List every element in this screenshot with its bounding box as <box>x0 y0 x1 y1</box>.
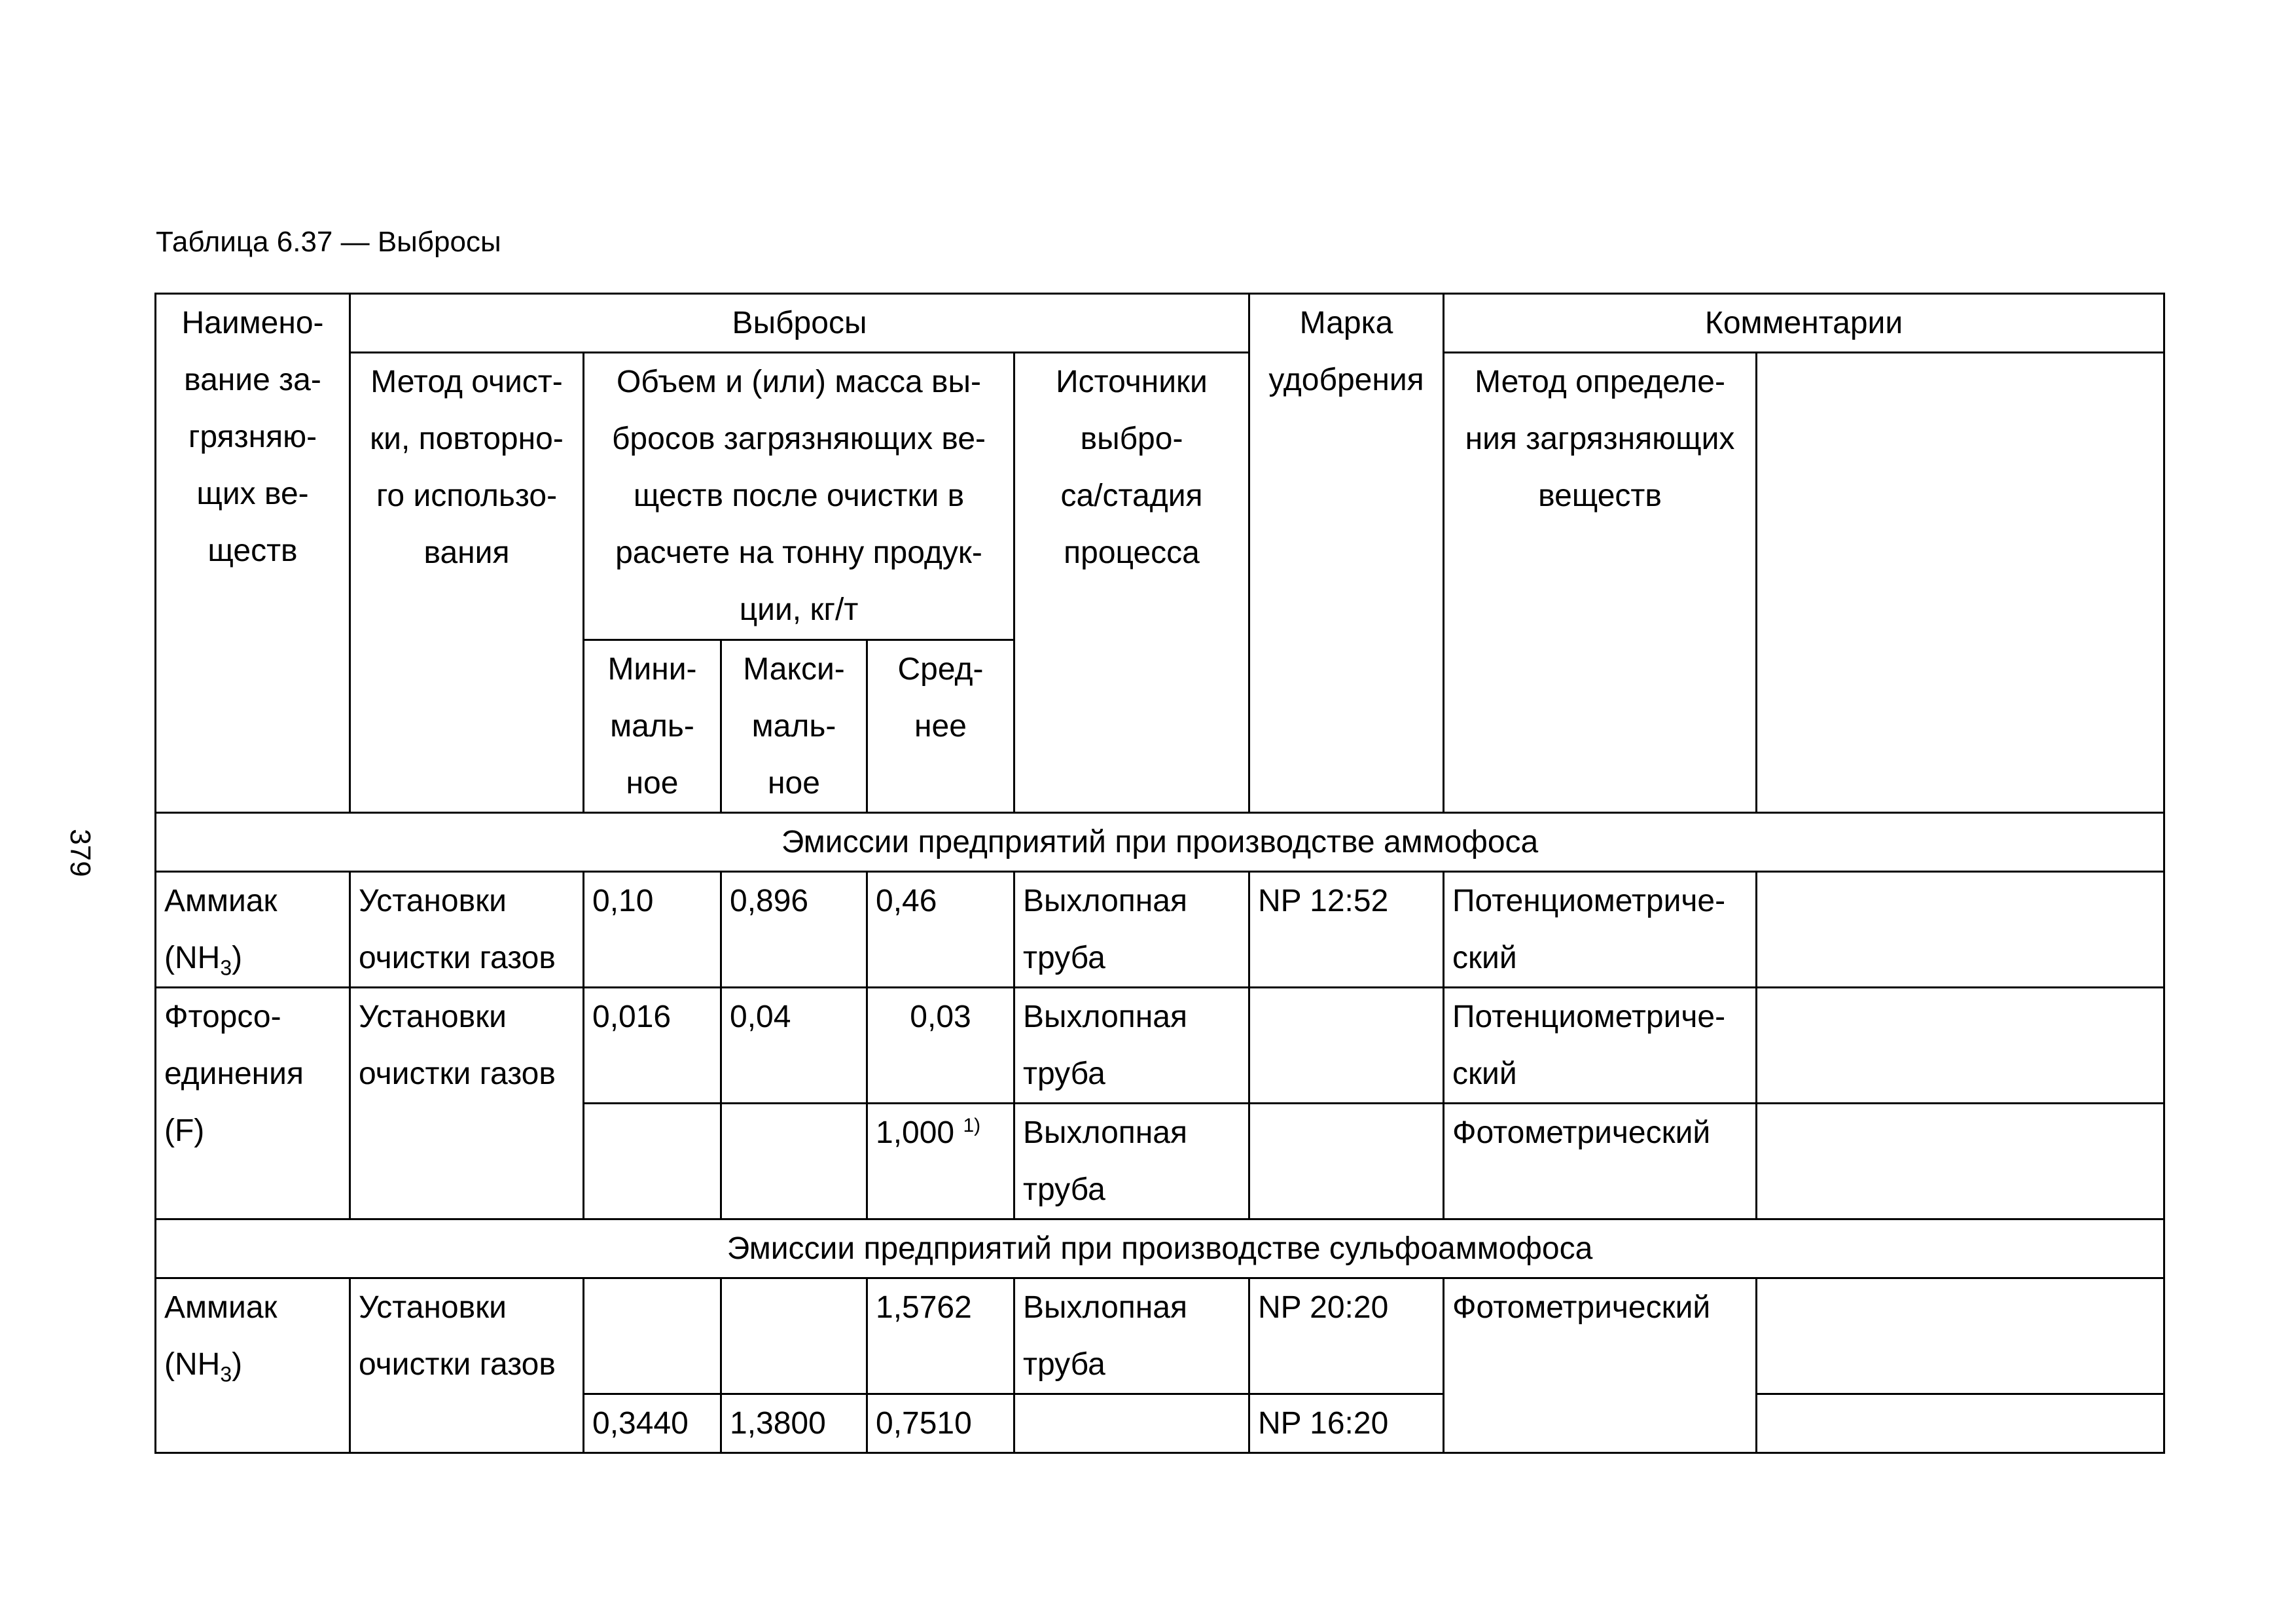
header-substance-name: Наимено- вание за- грязняю- щих ве- ществ <box>156 294 350 813</box>
fertilizer-brand: NP 16:20 <box>1249 1394 1444 1453</box>
cleaning-method: Установки очистки газов <box>350 1278 584 1453</box>
header-emission-sources: Источники выбро- са/стадия процесса <box>1014 353 1249 813</box>
value-minimum: 0,10 <box>584 872 721 988</box>
fertilizer-brand: NP 20:20 <box>1249 1278 1444 1394</box>
header-row-2 <box>156 353 2164 640</box>
value-average: 0,7510 <box>867 1394 1014 1453</box>
comment-cell <box>1757 1278 2164 1394</box>
table-row <box>156 872 2164 988</box>
determination-method: Фотометрический <box>1444 1104 1757 1219</box>
determination-method: Фотометрический <box>1444 1278 1757 1453</box>
header-comments: Комментарии <box>1444 294 2164 353</box>
value-average: 1,000 $^{1)}$ <box>867 1104 1014 1219</box>
header-fertilizer-brand: Марка удобрения <box>1249 294 1444 813</box>
value-minimum: 0,3440 <box>584 1394 721 1453</box>
header-determination-method: Метод определе- ния загрязняющих веществ <box>1444 353 1757 813</box>
value-minimum: 0,016 <box>584 988 721 1104</box>
header-average: Сред- нее <box>867 640 1014 813</box>
determination-method: Потенциометриче- ский <box>1444 988 1757 1104</box>
comment-cell <box>1757 872 2164 988</box>
value-average: 1,5762 <box>867 1278 1014 1394</box>
comment-cell <box>1757 1394 2164 1453</box>
cleaning-method: Установки очистки газов <box>350 988 584 1219</box>
value-average: 0,46 <box>867 872 1014 988</box>
table-caption: Таблица 6.37 — Выбросы <box>156 226 501 258</box>
header-cleaning-method: Метод очист- ки, повторно- го использо- вания <box>350 353 584 813</box>
section-row-sulfoammophos <box>156 1219 2164 1278</box>
emission-source: Выхлопная труба <box>1014 1104 1249 1219</box>
header-maximum: Макси- маль- ное <box>721 640 867 813</box>
section-title-ammophos: Эмиссии предприятий при производстве аммофоса <box>156 813 2164 872</box>
comment-cell <box>1757 988 2164 1104</box>
header-emissions: Выбросы <box>350 294 1249 353</box>
table-row <box>156 988 2164 1104</box>
header-comments-empty <box>1757 353 2164 813</box>
section-title-sulfoammophos: Эмиссии предприятий при производстве сульфоаммофоса <box>156 1219 2164 1278</box>
emission-source <box>1014 1394 1249 1453</box>
fertilizer-brand <box>1249 1104 1444 1219</box>
fertilizer-brand <box>1249 988 1444 1104</box>
value-maximum: 1,3800 <box>721 1394 867 1453</box>
value-minimum <box>584 1278 721 1394</box>
value-maximum <box>721 1278 867 1394</box>
table-row <box>156 1278 2164 1394</box>
substance-name: Фторсо- единения (F) <box>156 988 350 1219</box>
header-row-1 <box>156 294 2164 353</box>
cleaning-method: Установки очистки газов <box>350 872 584 988</box>
value-minimum <box>584 1104 721 1219</box>
emission-source: Выхлопная труба <box>1014 988 1249 1104</box>
section-row-ammophos <box>156 813 2164 872</box>
emissions-table <box>154 293 2165 1454</box>
footnote-marker: 1) <box>963 1115 981 1136</box>
substance-name: Аммиак $(NH_3)$ <box>156 872 350 988</box>
value-maximum: 0,896 <box>721 872 867 988</box>
emission-source: Выхлопная труба <box>1014 872 1249 988</box>
determination-method: Потенциометриче- ский <box>1444 872 1757 988</box>
emission-source: Выхлопная труба <box>1014 1278 1249 1394</box>
value-average: 0,03 <box>867 988 1014 1104</box>
substance-name: Аммиак $(NH_3)$ <box>156 1278 350 1453</box>
header-emission-volume: Объем и (или) масса вы- бросов загрязняющих ве- ществ после очистки в расчете на тонну продук- ции, кг/т <box>584 353 1014 640</box>
value-maximum <box>721 1104 867 1219</box>
value-maximum: 0,04 <box>721 988 867 1104</box>
page-number: 379 <box>64 829 96 877</box>
header-minimum: Мини- маль- ное <box>584 640 721 813</box>
comment-cell <box>1757 1104 2164 1219</box>
fertilizer-brand: NP 12:52 <box>1249 872 1444 988</box>
